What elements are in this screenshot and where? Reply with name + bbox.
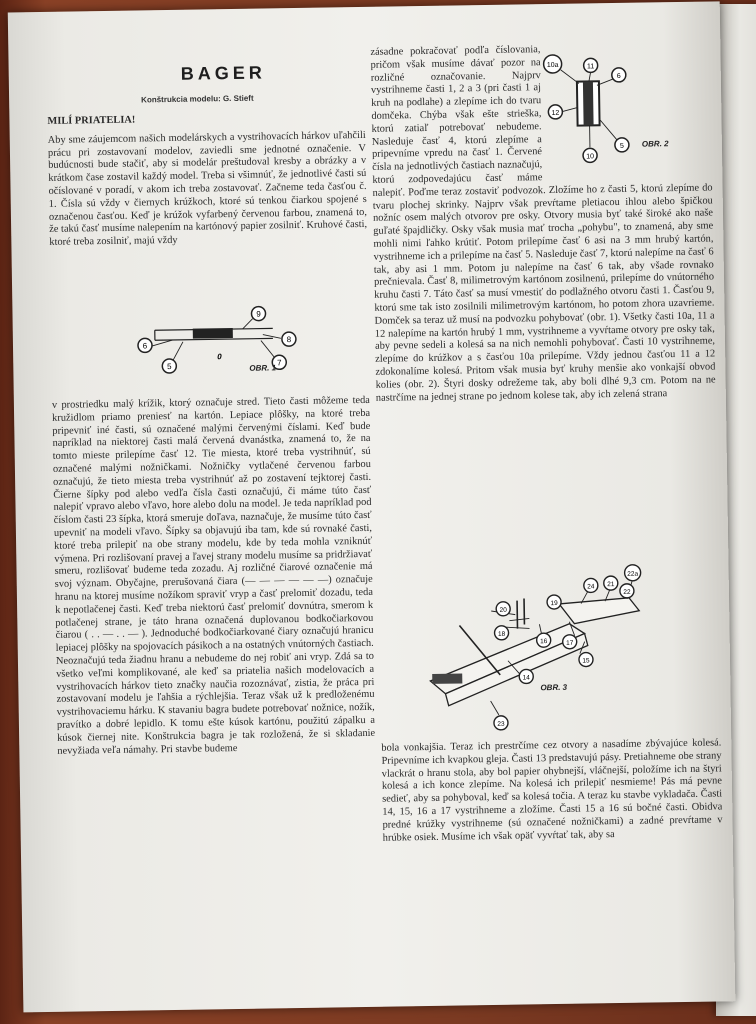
svg-text:21: 21 bbox=[607, 581, 615, 589]
svg-text:6: 6 bbox=[142, 341, 148, 351]
article-title: BAGER bbox=[180, 62, 266, 84]
svg-text:23: 23 bbox=[497, 720, 505, 728]
svg-text:17: 17 bbox=[566, 639, 574, 647]
svg-text:22a: 22a bbox=[627, 570, 639, 578]
greeting: MILÍ PRIATELIA! bbox=[47, 114, 136, 127]
magazine-page bbox=[8, 1, 736, 1012]
svg-text:7: 7 bbox=[276, 358, 282, 368]
wheels-text: bola vonkajšia. Teraz ich prestrčíme cez otvory a nasadíme zbývajúce kolesá. Pripevníme ich kvapkou gleja. Časti 13 predstavujú pásy. Pretiahneme obe strany vlackrát o hranu stola, aby bol papier ohybnejší, vláčnejší, položíme ich na štyri kolesá a ich konce zlepíme. Na kolesá ich prilepiť nesmieme! Pás má pevne sedieť, aby sa pohyboval, keď sa kolesá točia. A teraz ku stavbe vykladača. Časti 14, 15, 16 a 17 vystrihneme a zložíme. Časti 15 a 16 sú bočné časti. Obidva predné krúžky vystrihneme (sú označené nožničkami) a zadné prevŕtame v hrúbke osiek. Musíme ich však opäť vyvŕtať tak, aby sa bbox=[381, 737, 723, 844]
model-credit: Konštrukcia modelu: G. Stieft bbox=[141, 93, 254, 105]
svg-text:16: 16 bbox=[540, 638, 548, 646]
figure-1-caption: OBR. 1 bbox=[249, 363, 277, 373]
svg-text:12: 12 bbox=[551, 109, 560, 117]
svg-text:8: 8 bbox=[286, 335, 292, 345]
svg-text:18: 18 bbox=[497, 630, 506, 638]
svg-text:22: 22 bbox=[623, 588, 631, 596]
column-right-bottom bbox=[381, 737, 724, 918]
svg-text:10: 10 bbox=[586, 153, 595, 161]
figure-2-caption: OBR. 2 bbox=[641, 139, 669, 149]
instructions-text: v prostriedku malý krížik, ktorý označuje stred. Tieto časti môžeme teda kružidlom priamo preniesť na kartón. Lepiace plôšky, na ktoré treba pripevniť iné časti, sú označené malými červenými číslami. Keď bude napríklad na niektorej časti malá červená dvanástka, znamená to, že na tomto mieste prilepíme časť 12. Tie miesta, ktoré treba vystrihnúť, sú označené malými nožničkami. Nožničky vytlačené červenou farbou označujú, že tieto miesta treba vystrihnúť až po zostavení tejktorej časti. Čierne šípky pod alebo vedľa čísla časti označujú, či máme túto časť nalepiť vpravo alebo vľavo, hore alebo dolu na model. Je teda napríklad pod číslom časti 23 šípka, ktorá smeruje doľava, naznačuje, že musíme túto časť upevniť na modeli vľavo. Šípky sa objavujú iba tam, kde sú rovnaké časti, ktoré treba prilepiť na obe strany modelu, kde by teda mohla vzniknúť výmena. Pri rozlišovaní pravej a ľavej strany modelu musíme sa pridržiavať smeru, rozlišovať budeme teda zozadu. Aj rozličné čiarové označenie má svoj význam. Obyčajne, prerušovaná čiara (— — — — — —) označuje hranu na ktorej musíme nožíkom spraviť vryp a časť prelomiť dozadu, teda k nepotlačenej časti. Keď treba niektorú časť prelomiť dovnútra, smerom k potlačenej strane, je táto hrana označená duplovanou bodkočiarkovou čiarou ( . . — . . — ). Jednoduché bodkočiarkované čiary označujú hranicu lepiacej plôšky na spojovacích pásikoch a na ostatných vnútorných častiach. Neoznačujú teda žiadnu hranu a nebudeme do nej robiť ani vryp. Zdá sa to všetko veľmi komplikované, ale keď sa priatelia našich modelovacích a vystrihovacích hárkov tieto značky naučia rozoznávať, zistia, že práca pri zostavovaní modelu je ľahšia a rýchlejšia. Teraz však už k predloženému vystrihovaciemu hárku. K stavaniu bagra budete potrebovať nožnice, nožík, pravítko a dobré lepidlo. K tomu ešte kúsok kartónu, použitú zápalku a kúsok čiernej nite. Konštrukcia bagra je tak rozložená, že si skladanie nevyžiada veľa námahy. Pri stavbe budeme bbox=[51, 394, 376, 757]
svg-text:5: 5 bbox=[619, 142, 624, 150]
svg-text:9: 9 bbox=[256, 309, 261, 319]
svg-text:11: 11 bbox=[586, 63, 595, 71]
svg-text:15: 15 bbox=[582, 657, 590, 665]
svg-text:19: 19 bbox=[550, 599, 558, 608]
figure-3-caption: OBR. 3 bbox=[540, 682, 568, 693]
svg-text:6: 6 bbox=[616, 72, 621, 80]
assembly-text: zásadne pokračovať podľa číslovania, pričom však musíme dávať pozor na rozličné označovanie. Najprv vystrihneme časti 1, 2 a 3 (pri časti 1 aj kruh na podlahe) a zlepíme ich do tvaru domčeka. Chýba však ešte strieška, ktorú zatiaľ potrebovať nebudeme. Nasleduje časť 4, ktorú zlepíme a pripevníme vpredu na časť 1. Červené čísla na jednotlivých častiach naznačujú, ktorú zodpovedajúcu časť máme nalepiť. Poďme teraz zostaviť podvozok. Zložíme ho z časti 5, ktorú zlepíme do tvaru plochej skrinky. Najprv však prevŕtame pletiacou ihlou alebo špičkou nožníc osem malých otvorov pre osky. Otvory musia byť také široké ako naše guľaté špajdličky. Osky však musia mať trocha „pohybu", to znamená, aby sme mohli nimi ľahko krútiť. Potom prilepíme časť 6 asi na 3 mm hrubý kartón, vystrihneme ich a prilepíme na časť 5. Nasleduje časť 7, ktorú nalepíme na časť 6 tak, aby asi 1 mm. Potom ju nalepíme na časť 6 tak, aby všade rovnako prečnievala. Časť 8, milimetrovým kartónom zosilnenú, prilepíme do vnútorného kruhu časti 7. Táto časť sa musí vmestiť do podlažného otvoru časti 1. Časťou 9, ktorú sme tak isto zosilnili milimetrovým kartónom, ho potom zhora uzavrieme. Domček sa teraz už musí na podvozku pohybovať (obr. 1). Všetky časti 10a, 11 a 12 nalepíme na kartón hrubý 1 mm, vystrihneme a vyvŕtame otvory pre osky tak, aby pevne sedeli a kolesá sa na nich nemohli pohybovať. Časti 10 vystrihneme, zlepíme do krúžkov a s časťou 10a prilepíme. Vždy jednou časťou 11 a 12 zdokonalíme kolesá. Pritom však musia byť kruhy menšie ako vonkajší obvod kolies (obr. 2). Štyri dosky odrežeme tak, aby boli dlhé 9,3 cm. Potom na ne nastrčíme na jednej strane po jednom kolese tak, aby ich zelená strana bbox=[370, 44, 716, 404]
svg-text:14: 14 bbox=[522, 674, 530, 682]
svg-text:0: 0 bbox=[217, 352, 222, 362]
svg-text:5: 5 bbox=[167, 361, 172, 372]
figure-3 bbox=[408, 562, 661, 736]
column-left-top bbox=[47, 111, 368, 313]
svg-text:10a: 10a bbox=[546, 61, 559, 70]
figure-1 bbox=[132, 298, 303, 383]
intro-text: Aby sme záujemcom našich modelárskych a vystrihovacích hárkov uľahčili prácu pri zostavovaní modelov, zaviedli sme jednotné označenie. V budúcnosti bude stačiť, aby si modelár preštudoval kresby a obrázky a v krátkom čase zostavil každý model. Treba si všimnúť, že jednotlivé časti sú očíslované v poradí, v akom ich treba zostavovať. Začneme teda časťou č. 1. Čísla sú vždy v čiernych krúžkoch, ktoré sú tenkou čiarkou spojené s označenou časťou. Keď je krúžok vyfarbený červenou farbou, znamená to, že takú časť musíme nalepením na kartónový papier zosilniť. Kruhové časti, ktoré treba zosilniť, majú vždy bbox=[47, 129, 368, 249]
svg-text:24: 24 bbox=[587, 583, 595, 591]
svg-text:20: 20 bbox=[499, 606, 507, 614]
column-left-bottom bbox=[52, 395, 378, 917]
figure-2 bbox=[540, 48, 708, 171]
